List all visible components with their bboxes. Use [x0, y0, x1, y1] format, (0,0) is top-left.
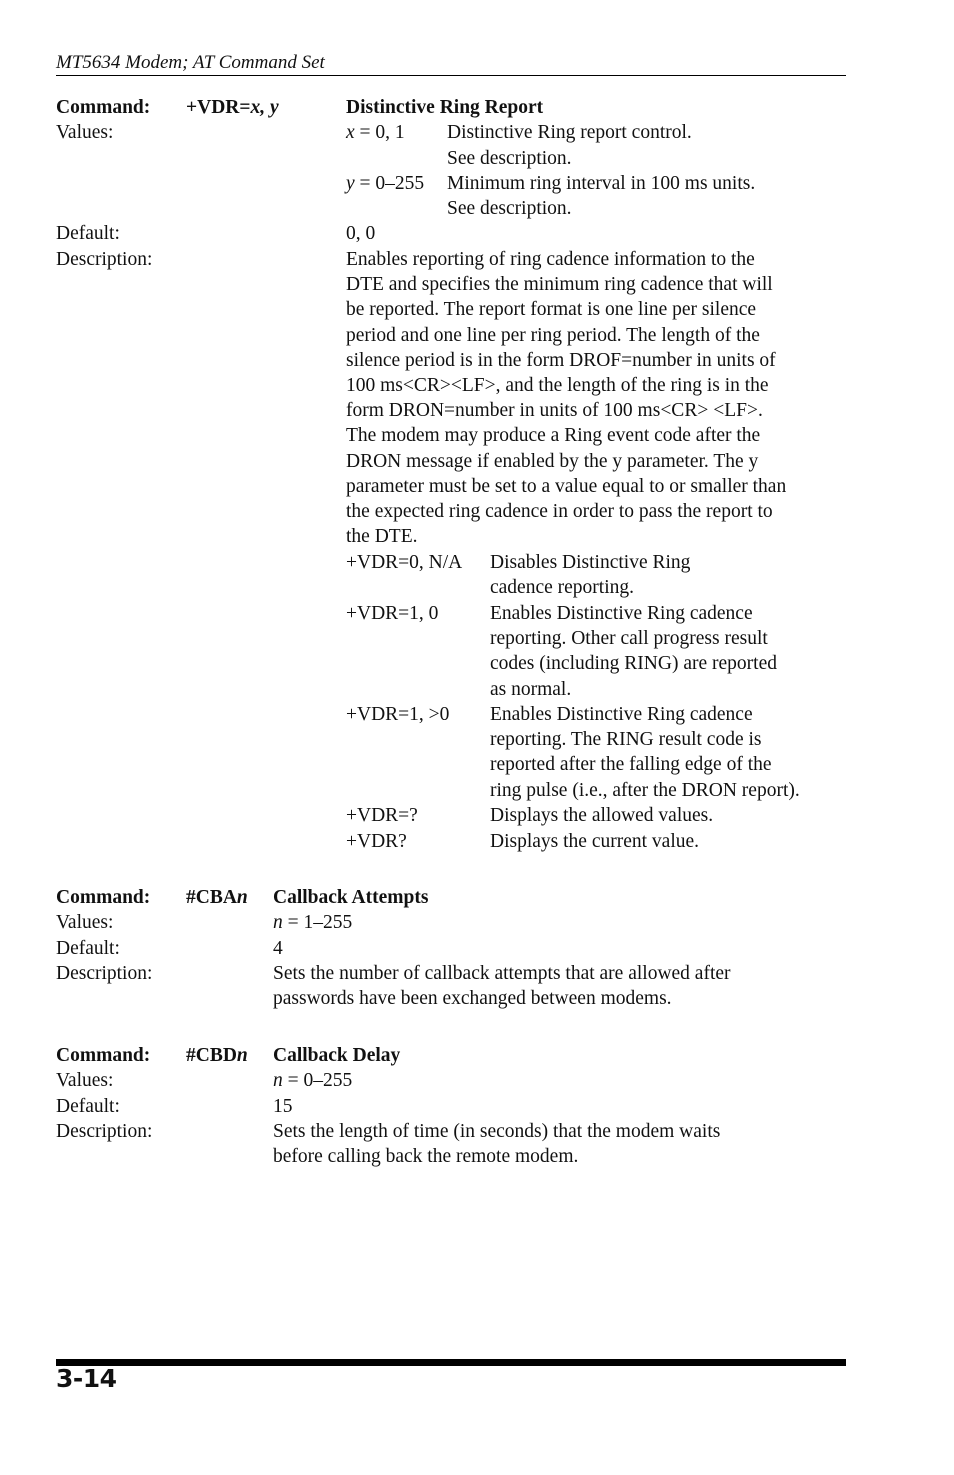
- vdr-x-desc-1: Distinctive Ring report control.: [447, 122, 692, 143]
- cbd-description-label: Description:: [56, 1121, 153, 1142]
- vdr-y-range: [346, 171, 424, 196]
- vdr-option-desc-line: as normal.: [490, 678, 572, 700]
- vdr-option-desc-line: Enables Distinctive Ring cadence: [490, 704, 753, 725]
- vdr-title: Distinctive Ring Report: [346, 97, 544, 118]
- vdr-x-range: [346, 120, 405, 145]
- vdr-description-line: DTE and specifies the minimum ring cadence that will: [346, 274, 773, 296]
- vdr-description-line: be reported. The report format is one line per silence: [346, 299, 757, 321]
- vdr-description-line: parameter must be set to a value equal to or smaller than: [346, 475, 787, 497]
- cbd-default-label: Default:: [56, 1096, 120, 1117]
- cbd-value-range: = 0–255: [282, 1070, 353, 1091]
- vdr-description-line: Enables reporting of ring cadence information to the: [346, 249, 755, 270]
- cba-description-line: Sets the number of callback attempts that are allowed after: [273, 963, 731, 984]
- vdr-description-line: silence period is in the form DROF=number in units of: [346, 349, 776, 371]
- cbd-title: Callback Delay: [273, 1045, 401, 1066]
- vdr-values-label: Values:: [56, 122, 114, 143]
- vdr-x-var: x: [346, 122, 355, 143]
- vdr-description-line: 100 ms<CR><LF>, and the length of the ring is in the: [346, 375, 769, 397]
- vdr-command-params: x, y: [250, 97, 279, 118]
- vdr-option-desc-line: codes (including RING) are reported: [490, 653, 777, 675]
- vdr-description-line: The modem may produce a Ring event code after the: [346, 425, 761, 447]
- cba-command-label: Command:: [56, 887, 151, 908]
- cba-description: [273, 961, 731, 1011]
- footer-rule: [56, 1359, 846, 1366]
- vdr-y-values: = 0–255: [354, 173, 425, 194]
- vdr-option-desc-line: reporting. Other call progress result: [490, 628, 768, 650]
- vdr-description-line: period and one line per ring period. The length of the: [346, 324, 760, 346]
- cbd-command-param: n: [236, 1045, 248, 1066]
- vdr-description-line: the expected ring cadence in order to pass the report to: [346, 501, 773, 523]
- cba-default-label: Default:: [56, 938, 120, 959]
- vdr-y-desc-1: Minimum ring interval in 100 ms units.: [447, 173, 756, 194]
- cbd-description-line: before calling back the remote modem.: [273, 1146, 579, 1168]
- vdr-command-syntax: [186, 95, 279, 120]
- vdr-option-desc: [490, 550, 690, 600]
- page-number: 3-14: [56, 1364, 117, 1393]
- vdr-option-desc-line: ring pulse (i.e., after the DRON report).: [490, 779, 800, 801]
- vdr-option-cmd: +VDR?: [346, 831, 407, 852]
- vdr-description-label: Description:: [56, 249, 153, 270]
- cbd-command-syntax: [186, 1043, 248, 1068]
- cbd-value-var: n: [273, 1070, 283, 1091]
- vdr-x-values: = 0, 1: [354, 122, 405, 143]
- vdr-option-desc-line: reporting. The RING result code is: [490, 729, 762, 751]
- cbd-command-prefix: #CBD: [186, 1045, 237, 1066]
- vdr-description-line: the DTE.: [346, 526, 418, 548]
- cba-command-param: n: [236, 887, 248, 908]
- cba-title: Callback Attempts: [273, 887, 429, 908]
- vdr-option-cmd: +VDR=1, >0: [346, 704, 450, 725]
- cbd-values-label: Values:: [56, 1070, 114, 1091]
- vdr-option-desc-line: reported after the falling edge of the: [490, 754, 772, 776]
- vdr-default-value: 0, 0: [346, 223, 376, 244]
- vdr-y-desc-2: See description.: [447, 198, 572, 219]
- cba-command-prefix: #CBA: [186, 887, 237, 908]
- cbd-command-label: Command:: [56, 1045, 151, 1066]
- cbd-description-line: Sets the length of time (in seconds) that the modem waits: [273, 1121, 721, 1142]
- vdr-description-line: DRON message if enabled by the y parameter. The y: [346, 450, 759, 472]
- cba-default-value: 4: [273, 938, 283, 959]
- vdr-option-desc: Displays the allowed values.: [490, 805, 714, 826]
- vdr-x-desc-2: See description.: [447, 148, 572, 169]
- vdr-option-cmd: +VDR=1, 0: [346, 603, 439, 624]
- cba-value-var: n: [273, 912, 283, 933]
- vdr-command-label: Command:: [56, 97, 151, 118]
- running-header: MT5634 Modem; AT Command Set: [56, 52, 325, 73]
- cbd-values: [273, 1068, 352, 1093]
- vdr-option-cmd: +VDR=?: [346, 805, 418, 826]
- vdr-option-desc: [490, 601, 777, 702]
- vdr-command-prefix: +VDR=: [186, 97, 251, 118]
- vdr-description-line: form DRON=number in units of 100 ms<CR> <LF>.: [346, 400, 763, 422]
- vdr-option-cmd: +VDR=0, N/A: [346, 552, 463, 573]
- vdr-description: [346, 247, 786, 549]
- cba-values-label: Values:: [56, 912, 114, 933]
- vdr-option-desc: [490, 702, 800, 803]
- cba-description-line: passwords have been exchanged between modems.: [273, 988, 672, 1010]
- cba-command-syntax: [186, 885, 248, 910]
- cbd-description: [273, 1119, 720, 1169]
- cba-value-range: = 1–255: [282, 912, 353, 933]
- vdr-y-var: y: [346, 173, 355, 194]
- cba-values: [273, 910, 352, 935]
- vdr-default-label: Default:: [56, 223, 120, 244]
- cbd-default-value: 15: [273, 1096, 293, 1117]
- cba-description-label: Description:: [56, 963, 153, 984]
- vdr-option-desc-line: Disables Distinctive Ring: [490, 552, 691, 573]
- vdr-option-desc-line: cadence reporting.: [490, 577, 635, 599]
- header-rule: [56, 75, 846, 76]
- vdr-option-desc: Displays the current value.: [490, 831, 700, 852]
- vdr-option-desc-line: Enables Distinctive Ring cadence: [490, 603, 753, 624]
